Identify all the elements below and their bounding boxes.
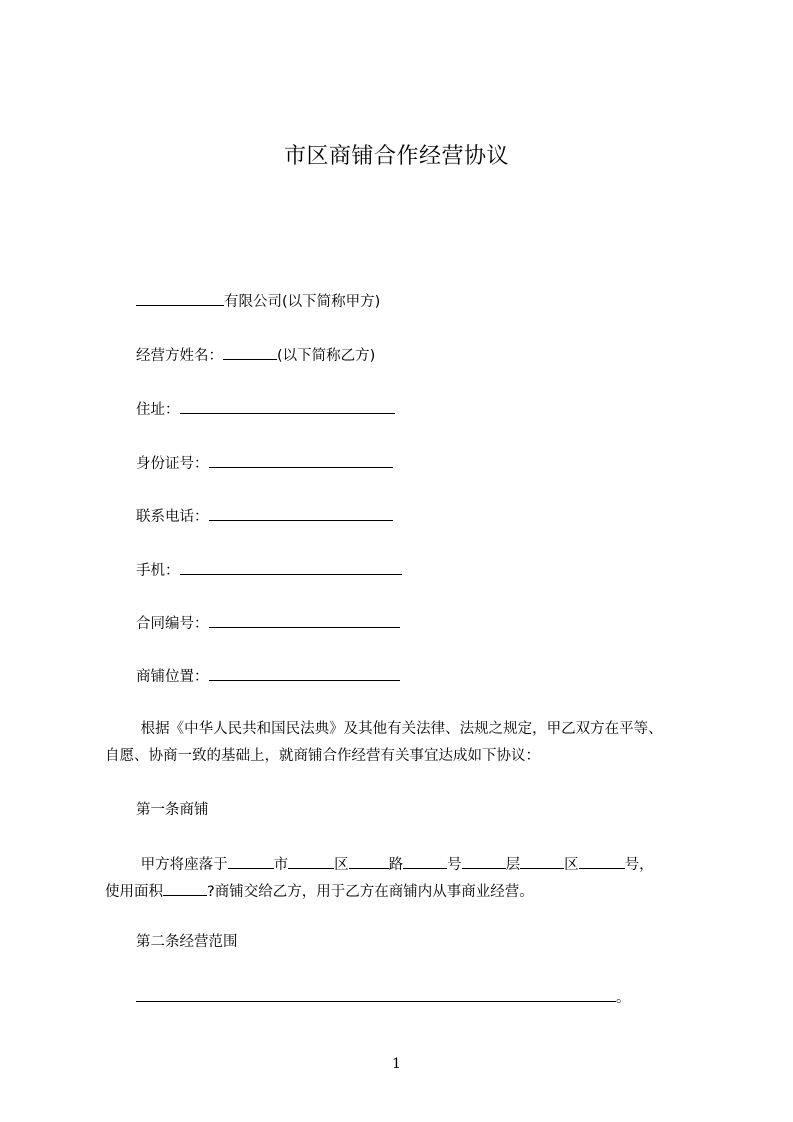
mobile-blank[interactable] — [180, 559, 402, 575]
shop-location-line — [136, 665, 400, 687]
city-blank[interactable] — [228, 853, 274, 869]
party-a-blank[interactable] — [136, 290, 224, 306]
address-line — [136, 398, 395, 420]
party-b-line — [136, 344, 375, 366]
phone-label: 联系电话： — [136, 509, 209, 525]
article1-line2-end: ?商铺交给乙方，用于乙方在商铺内从事商业经营。 — [207, 884, 534, 900]
floor-blank[interactable] — [462, 853, 506, 869]
page-number: 1 — [392, 1056, 401, 1072]
mobile-line — [136, 559, 402, 581]
article2-line — [136, 986, 631, 1008]
district-label: 区 — [334, 857, 349, 873]
district-blank[interactable] — [288, 853, 334, 869]
article1-text-start: 甲方将座落于 — [136, 857, 228, 873]
shop-no-blank[interactable] — [579, 853, 625, 869]
party-b-label: 经营方姓名： — [136, 348, 223, 364]
party-a-suffix: 有限公司(以下简称甲方) — [224, 294, 381, 310]
floor-label: 层 — [505, 857, 521, 873]
area-blank[interactable] — [163, 880, 207, 896]
contract-no-blank[interactable] — [209, 612, 400, 628]
phone-line — [136, 505, 393, 527]
article2-heading: 第二条经营范围 — [136, 934, 238, 950]
article1-heading: 第一条商铺 — [136, 802, 209, 818]
address-label: 住址： — [136, 402, 180, 418]
article1-line-1 — [136, 853, 654, 875]
number-blank[interactable] — [403, 853, 447, 869]
party-a-line — [136, 290, 380, 312]
article2-end: 。 — [616, 990, 631, 1006]
road-blank[interactable] — [349, 853, 389, 869]
intro-line-2: 自愿、协商一致的基础上，就商铺合作经营有关事宜达成如下协议： — [105, 748, 540, 764]
party-b-suffix: (以下简称乙方) — [277, 348, 376, 364]
number-label: 号 — [447, 857, 462, 873]
page-title: 市区商铺合作经营协议 — [283, 144, 509, 169]
shop-no-label: 号， — [624, 857, 654, 873]
mobile-label: 手机： — [136, 563, 180, 579]
business-scope-blank[interactable] — [136, 986, 616, 1002]
id-line — [136, 452, 393, 474]
shop-location-label: 商铺位置： — [136, 669, 209, 685]
phone-blank[interactable] — [209, 505, 393, 521]
address-blank[interactable] — [180, 398, 395, 414]
road-label: 路 — [388, 857, 404, 873]
id-label: 身份证号： — [136, 456, 209, 472]
id-blank[interactable] — [209, 452, 393, 468]
party-b-blank[interactable] — [223, 344, 277, 360]
city-label: 市 — [273, 857, 289, 873]
contract-no-line — [136, 612, 400, 634]
article1-line-2 — [105, 880, 534, 902]
zone-label: 区 — [564, 857, 579, 873]
intro-line-1: 根据《中华人民共和国民法典》及其他有关法律、法规之规定，甲乙双方在平等、 — [136, 721, 663, 737]
shop-location-blank[interactable] — [209, 665, 400, 681]
zone-blank[interactable] — [520, 853, 564, 869]
area-label: 使用面积 — [105, 884, 163, 900]
contract-no-label: 合同编号： — [136, 616, 209, 632]
